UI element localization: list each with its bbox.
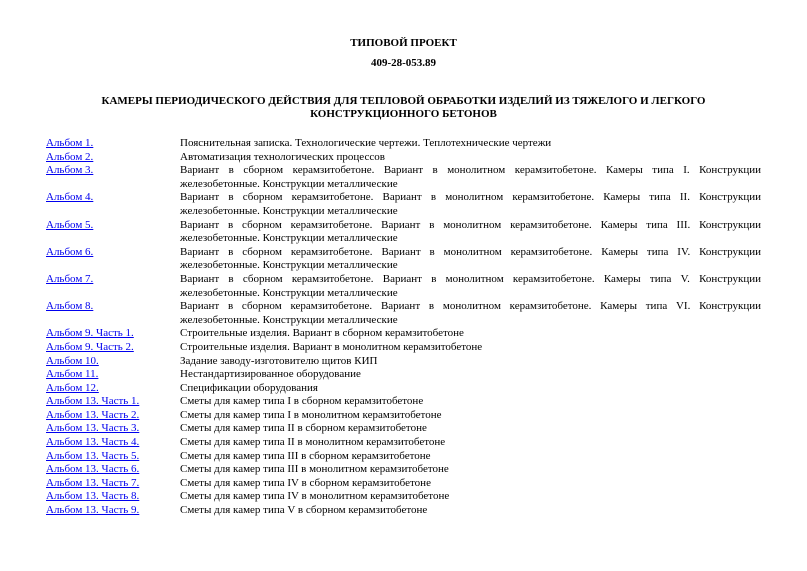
album-row-14 <box>46 395 761 409</box>
album-description-15: Сметы для камер типа I в монолитном керамзитобетоне <box>180 408 442 421</box>
album-link-17[interactable]: Альбом 13. Часть 4. <box>46 436 140 449</box>
album-link-11[interactable]: Альбом 10. <box>46 354 99 367</box>
album-row-10 <box>46 341 761 355</box>
album-link-15[interactable]: Альбом 13. Часть 2. <box>46 408 140 421</box>
album-link-20[interactable]: Альбом 13. Часть 7. <box>46 476 140 489</box>
album-description-20: Сметы для камер типа IV в сборном керамзитобетоне <box>180 476 431 489</box>
album-link-2[interactable]: Альбом 2. <box>46 150 94 163</box>
album-description-7: Вариант в сборном керамзитобетоне. Вариант в монолитном керамзитобетоне. Камеры типа V. Конструкции железобетонные. Конструкции металлические <box>180 272 761 299</box>
album-description-10: Строительные изделия. Вариант в монолитном керамзитобетоне <box>180 340 483 353</box>
album-row-5 <box>46 219 761 246</box>
album-link-10[interactable]: Альбом 9. Часть 2. <box>46 340 134 353</box>
album-description-22: Сметы для камер типа V в сборном керамзитобетоне <box>180 504 428 517</box>
album-link-12[interactable]: Альбом 11. <box>46 368 99 381</box>
album-link-6[interactable]: Альбом 6. <box>46 245 94 258</box>
album-row-7 <box>46 273 761 300</box>
album-row-4 <box>46 191 761 218</box>
album-link-7[interactable]: Альбом 7. <box>46 272 94 285</box>
album-row-13 <box>46 382 761 396</box>
album-description-13: Спецификации оборудования <box>180 381 318 394</box>
album-link-5[interactable]: Альбом 5. <box>46 218 94 231</box>
album-link-18[interactable]: Альбом 13. Часть 5. <box>46 449 140 462</box>
album-description-1: Пояснительная записка. Технологические чертежи. Теплотехнические чертежи <box>180 137 552 149</box>
document-type: ТИПОВОЙ ПРОЕКТ <box>350 37 457 49</box>
album-row-21 <box>46 490 761 504</box>
album-link-14[interactable]: Альбом 13. Часть 1. <box>46 395 140 408</box>
album-link-8[interactable]: Альбом 8. <box>46 300 94 313</box>
album-description-2: Автоматизация технологических процессов <box>180 150 385 163</box>
album-row-17 <box>46 436 761 450</box>
album-list <box>46 137 761 518</box>
document-title-line-1: КАМЕРЫ ПЕРИОДИЧЕСКОГО ДЕЙСТВИЯ ДЛЯ ТЕПЛОВОЙ ОБРАБОТКИ ИЗДЕЛИЙ ИЗ ТЯЖЕЛОГО И ЛЕГКОГО <box>101 95 706 107</box>
album-link-16[interactable]: Альбом 13. Часть 3. <box>46 422 140 435</box>
album-description-8: Вариант в сборном керамзитобетоне. Вариант в монолитном керамзитобетоне. Камеры типа VI. Конструкции железобетонные. Конструкции металлические <box>180 300 761 326</box>
album-link-19[interactable]: Альбом 13. Часть 6. <box>46 463 140 476</box>
album-description-5: Вариант в сборном керамзитобетоне. Вариант в монолитном керамзитобетоне. Камеры типа III. Конструкции железобетонные. Конструкции металлические <box>180 218 761 245</box>
album-link-22[interactable]: Альбом 13. Часть 9. <box>46 504 140 517</box>
album-link-1[interactable]: Альбом 1. <box>46 137 94 149</box>
album-description-14: Сметы для камер типа I в сборном керамзитобетоне <box>180 395 424 408</box>
album-row-11 <box>46 355 761 369</box>
album-description-3: Вариант в сборном керамзитобетоне. Вариант в монолитном керамзитобетоне. Камеры типа I. Конструкции железобетонные. Конструкции металлические <box>180 164 761 190</box>
album-description-21: Сметы для камер типа IV в монолитном керамзитобетоне <box>180 490 450 503</box>
album-row-1 <box>46 137 761 151</box>
document-title-line-2: КОНСТРУКЦИОННОГО БЕТОНОВ <box>310 108 497 120</box>
album-row-6 <box>46 246 761 273</box>
document-number: 409-28-053.89 <box>370 57 437 69</box>
album-row-8 <box>46 300 761 327</box>
album-description-4: Вариант в сборном керамзитобетоне. Вариант в монолитном керамзитобетоне. Камеры типа II. Конструкции железобетонные. Конструкции металлические <box>180 191 761 217</box>
album-link-13[interactable]: Альбом 12. <box>46 381 99 394</box>
album-link-4[interactable]: Альбом 4. <box>46 191 94 204</box>
album-row-9 <box>46 327 761 341</box>
album-description-9: Строительные изделия. Вариант в сборном керамзитобетоне <box>180 327 464 340</box>
album-row-19 <box>46 463 761 477</box>
album-link-9[interactable]: Альбом 9. Часть 1. <box>46 327 134 340</box>
album-row-16 <box>46 422 761 436</box>
album-description-17: Сметы для камер типа II в монолитном керамзитобетоне <box>180 436 446 449</box>
album-row-20 <box>46 477 761 491</box>
album-row-3 <box>46 164 761 191</box>
album-link-21[interactable]: Альбом 13. Часть 8. <box>46 490 140 503</box>
album-description-12: Нестандартизированное оборудование <box>180 368 361 381</box>
album-row-18 <box>46 450 761 464</box>
album-link-3[interactable]: Альбом 3. <box>46 164 94 177</box>
album-row-2 <box>46 151 761 165</box>
album-description-19: Сметы для камер типа III в монолитном керамзитобетоне <box>180 463 449 476</box>
album-description-6: Вариант в сборном керамзитобетоне. Вариант в монолитном керамзитобетоне. Камеры типа IV. Конструкции железобетонные. Конструкции металлические <box>180 245 761 272</box>
album-description-18: Сметы для камер типа III в сборном керамзитобетоне <box>180 449 431 462</box>
album-description-11: Задание заводу-изготовителю щитов КИП <box>180 354 378 367</box>
album-row-15 <box>46 409 761 423</box>
album-description-16: Сметы для камер типа II в сборном керамзитобетоне <box>180 422 427 435</box>
album-row-22 <box>46 504 761 518</box>
album-row-12 <box>46 368 761 382</box>
